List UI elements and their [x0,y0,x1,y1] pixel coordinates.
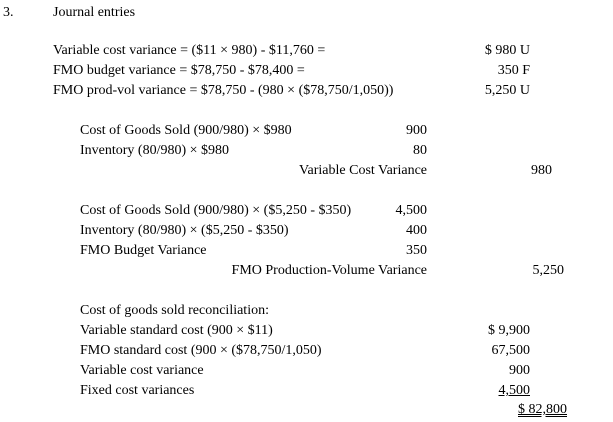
entry1-credit-amount: 980 [531,163,552,178]
entry2-debit-amount-cogs: 4,500 [395,203,427,218]
reconciliation-total-wrap [500,400,567,420]
entry1-credit-label: Variable Cost Variance [298,163,427,178]
entry2-debit-label-inventory: Inventory (80/980) × ($5,250 - $350) [80,223,289,238]
entry1-debit-amount-inventory: 80 [413,143,427,158]
entry1-debit-label-cogs: Cost of Goods Sold (900/980) × $980 [80,123,292,138]
entry1-debit-label-inventory: Inventory (80/980) × $980 [80,143,230,158]
reconciliation-title: Cost of goods sold reconciliation: [80,303,269,318]
entry2-debit-label-fmo-budget: FMO Budget Variance [80,243,207,258]
reconciliation-row-label: Variable standard cost (900 × $11) [80,323,273,338]
entry1-debit-amount-cogs: 900 [406,123,427,138]
entry2-debit-label-cogs: Cost of Goods Sold (900/980) × ($5,250 - $350) [80,203,352,218]
entry2-credit-amount: 5,250 [532,263,564,278]
problem-number: 3. [3,5,14,20]
reconciliation-total: $ 82,800 [518,402,567,417]
entry2-debit-amount-fmo-budget: 350 [406,243,427,258]
reconciliation-row-amount-wrap [450,381,530,401]
variance-amount-variable-cost: $ 980 U [484,43,530,58]
variance-label-variable-cost: Variable cost variance = ($11 × 980) - $11,760 = [53,43,326,58]
reconciliation-row-amount: 900 [509,363,530,378]
reconciliation-row-amount: $ 9,900 [488,323,530,338]
reconciliation-row-amount: 4,500 [498,383,530,398]
variance-amount-fmo-budget: 350 F [497,63,530,78]
reconciliation-row-label: Variable cost variance [80,363,204,378]
reconciliation-row-amount: 67,500 [491,343,530,358]
reconciliation-row-label: FMO standard cost (900 × ($78,750/1,050) [80,343,322,358]
entry2-debit-amount-inventory: 400 [406,223,427,238]
section-title: Journal entries [53,5,136,20]
variance-label-fmo-prod-vol: FMO prod-vol variance = $78,750 - (980 × ($78,750/1,050)) [53,83,394,98]
variance-amount-fmo-prod-vol: 5,250 U [484,83,530,98]
entry2-credit-label: FMO Production-Volume Variance [231,263,427,278]
reconciliation-row-label: Fixed cost variances [80,383,195,398]
variance-label-fmo-budget: FMO budget variance = $78,750 - $78,400 = [53,63,305,78]
